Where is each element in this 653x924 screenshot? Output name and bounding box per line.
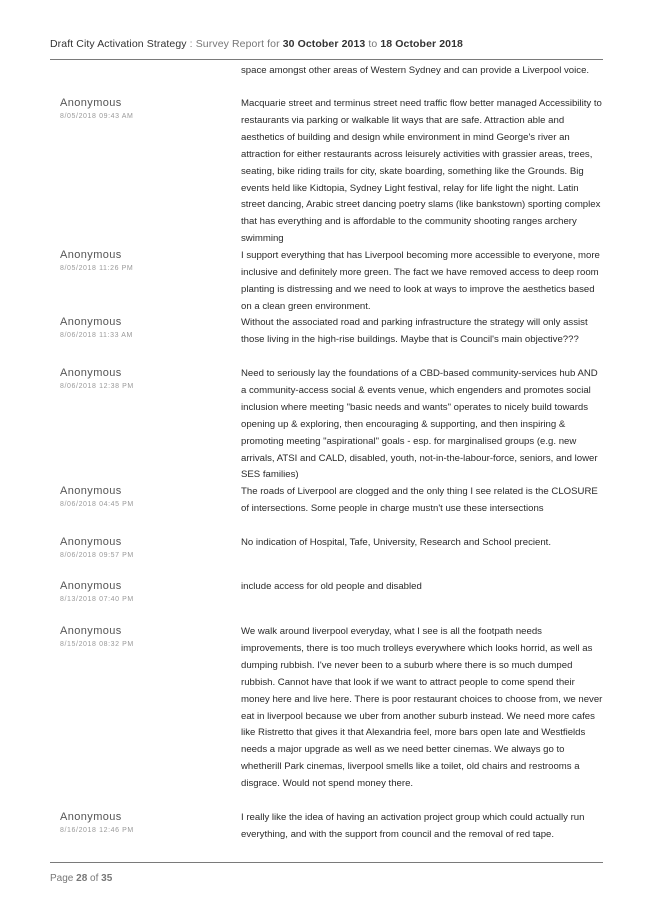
response-item [50, 315, 603, 366]
response-text: I really like the idea of having an activation project group which could actually run everything, and with the support from council and the removal of red tape. [241, 812, 585, 840]
response-item [50, 579, 603, 624]
response-date: 8/06/2018 12:38 PM [60, 383, 134, 390]
response-text: No indication of Hospital, Tafe, University, Research and School precient. [241, 537, 552, 548]
continuation-text: space amongst other areas of Western Sydney and can provide a Liverpool voice. [241, 65, 590, 76]
responses-list [50, 63, 603, 861]
response-author: Anonymous [60, 580, 122, 592]
response-date: 8/06/2018 09:57 PM [60, 552, 134, 559]
response-date: 8/16/2018 12:46 PM [60, 827, 134, 834]
response-item [50, 535, 603, 579]
response-meta [50, 315, 241, 366]
response-author: Anonymous [60, 97, 122, 109]
response-text: The roads of Liverpool are clogged and the only thing I see related is the CLOSURE of intersections. Some people in charge mustn't use these intersections [241, 486, 598, 514]
response-meta [50, 579, 241, 624]
response-item [50, 96, 603, 248]
response-date: 8/15/2018 08:32 PM [60, 641, 134, 648]
response-text: include access for old people and disabled [241, 581, 422, 592]
response-meta [50, 484, 241, 535]
response-item [50, 248, 603, 315]
response-date: 8/06/2018 04:45 PM [60, 501, 134, 508]
response-item [50, 366, 603, 484]
response-author: Anonymous [60, 249, 122, 261]
response-date: 8/05/2018 09:43 AM [60, 113, 134, 120]
total-pages: 35 [101, 873, 113, 884]
report-to-word: to [365, 38, 381, 50]
response-item [50, 484, 603, 535]
page-footer [50, 862, 603, 884]
response-text: We walk around liverpool everyday, what I see is all the footpath needs improvements, there is too much trolleys everywhere which looks horrid, as well as dumping rubbish. I've never been to a suburb where there is so much dumped rubbish. Cannot have that look if we want to attract people to come spend their money here and live here. There is poor restaurant choices to choose from, we never eat in liverpool because we uber from another suburb instead. We need more cafes like Ristretto that gives it that Alexandria feel, more bars open late and Westfields needs a major upgrade as well as we need better cinemas. We always go to whetherill Park cinemas, liverpool smells like a toilet, old chairs and restrooms a disgrace. Would not spend money there. [241, 626, 603, 790]
response-meta [50, 535, 241, 579]
response-author: Anonymous [60, 485, 122, 497]
report-start-date: 30 October 2013 [282, 38, 366, 50]
response-date: 8/13/2018 07:40 PM [60, 596, 134, 603]
response-meta [50, 366, 241, 484]
response-meta [50, 96, 241, 248]
report-end-date: 18 October 2018 [380, 38, 463, 50]
page-label: Page [50, 873, 77, 884]
response-text: Macquarie street and terminus street need traffic flow better managed Accessibility to restaurants via parking or walkable lit ways that are safe. Attraction able and aesthetics of building and design while environment in mind George's river an attraction for either restaurants across leisurely activities with grassier areas, trees, seating, bike riding trails for city, skate boarding, something like the Grounds. Big events held like Kidtopia, Sydney Light festival, relay for life light the night. Latin street dancing, Arabic street dancing poetry slams (like bankstown) sporting complex that has everything and is affordable to the community shooting ranges archery swimming [241, 98, 602, 245]
page-of-label: of [87, 873, 102, 884]
response-text: Need to seriously lay the foundations of a CBD-based community-services hub AND a community-access social & events venue, which engenders and promotes social inclusion where meeting "basic needs and wants" operates to nicely build towards opening up & exploring, then encouraging & supporting, and then inspiring & promoting meeting "aspirational" goals - esp. for marginalised groups (e.g. new arrivals, ATSI and CALD, disabled, youth, not-in-the-labour-force, seniors, and lower SES families) [241, 368, 598, 481]
response-author: Anonymous [60, 811, 122, 823]
response-item [50, 624, 603, 810]
response-text: Without the associated road and parking infrastructure the strategy will only assist those living in the high-rise buildings. Maybe that is Council's main objective??? [241, 317, 588, 345]
response-text: I support everything that has Liverpool becoming more accessible to everyone, more inclusive and definitely more green. The fact we have removed access to deep room planting is distressing and we need to look at ways to improve the aesthetics based on a clean green environment. [241, 250, 600, 312]
document-title: Draft City Activation Strategy [50, 38, 187, 50]
continuation-row [50, 63, 603, 96]
response-date: 8/06/2018 11:33 AM [60, 332, 133, 339]
response-meta [50, 248, 241, 315]
response-author: Anonymous [60, 316, 122, 328]
page-header [50, 38, 603, 60]
response-item [50, 810, 603, 861]
response-author: Anonymous [60, 367, 122, 379]
report-prefix: Survey Report for [195, 38, 283, 50]
response-meta [50, 624, 241, 810]
response-date: 8/05/2018 11:26 PM [60, 265, 134, 272]
title-separator: : [186, 38, 196, 50]
response-author: Anonymous [60, 536, 122, 548]
page-number: 28 [76, 873, 88, 884]
response-author: Anonymous [60, 625, 122, 637]
response-meta [50, 810, 241, 861]
